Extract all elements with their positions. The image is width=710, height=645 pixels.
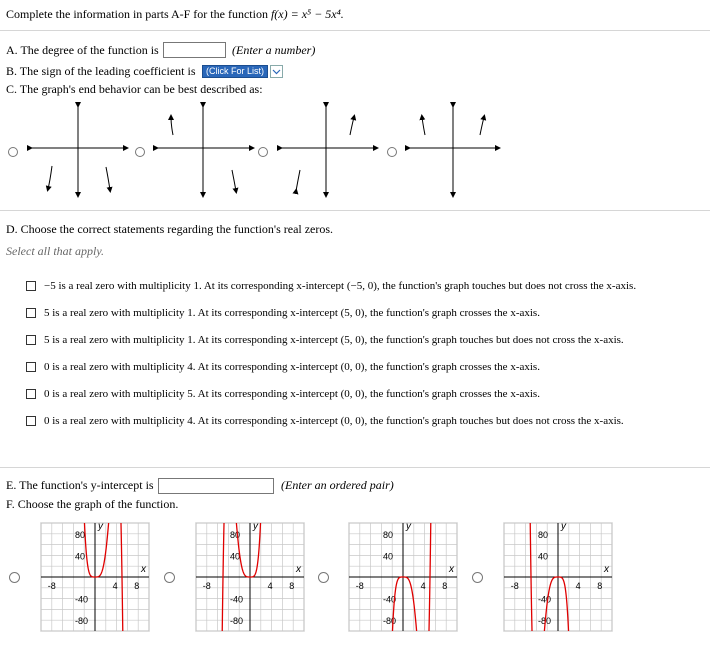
partD-instruction: Select all that apply. — [6, 244, 104, 258]
option-1-text: −5 is a real zero with multiplicity 1. At its corresponding x-intercept (−5, 0), the function's graph touches but does not cross the x-axis. — [44, 280, 637, 292]
y-tick-80: 80 — [538, 529, 549, 540]
partD-label: D. Choose the correct statements regarding the function's real zeros. — [6, 222, 334, 236]
checkbox-option-4[interactable] — [26, 362, 36, 372]
option-5-text: 0 is a real zero with multiplicity 5. At its corresponding x-intercept (0, 0), the function's graph crosses the x-axis. — [44, 388, 540, 400]
graph-option-4-radio[interactable] — [472, 572, 483, 583]
leading-coefficient-dropdown[interactable]: (Click For List) — [202, 65, 268, 78]
y-tick-neg40: -40 — [383, 594, 397, 605]
end-behavior-option-2[interactable] — [136, 105, 253, 195]
y-tick-80: 80 — [383, 529, 394, 540]
divider — [0, 467, 710, 468]
x-tick-4: 4 — [267, 581, 273, 591]
x-tick-8: 8 — [442, 581, 448, 591]
y-axis-label: y — [253, 521, 258, 532]
x-tick-8: 8 — [597, 581, 603, 591]
checkbox-option-6[interactable] — [26, 416, 36, 426]
y-tick-40: 40 — [383, 551, 394, 562]
y-tick-neg80: -80 — [538, 616, 552, 627]
y-tick-40: 40 — [230, 551, 241, 562]
graph-option-4[interactable] — [499, 518, 617, 636]
end-behavior-option-1[interactable] — [9, 105, 127, 195]
y-tick-40: 40 — [75, 551, 86, 562]
x-axis-label: x — [604, 564, 609, 575]
divider — [0, 30, 710, 31]
x-tick-neg8: -8 — [202, 581, 211, 591]
partE-hint: (Enter an ordered pair) — [281, 478, 394, 492]
end-behavior-options — [0, 95, 710, 205]
x-tick-4: 4 — [112, 581, 118, 591]
partE-label: E. The function's y-intercept is — [6, 478, 154, 492]
partF-label: F. Choose the graph of the function. — [6, 497, 179, 511]
x-tick-neg8: -8 — [355, 581, 364, 591]
degree-input[interactable] — [163, 42, 226, 58]
checkbox-option-1[interactable] — [26, 281, 36, 291]
graph-option-3-radio[interactable] — [318, 572, 329, 583]
x-tick-neg8: -8 — [510, 581, 519, 591]
function-expression: f(x) = x⁵ − 5x⁴. — [270, 7, 344, 21]
y-tick-neg40: -40 — [75, 594, 89, 605]
y-tick-80: 80 — [230, 529, 241, 540]
x-axis-label: x — [296, 564, 301, 575]
y-tick-neg80: -80 — [75, 616, 89, 627]
header-prefix: Complete the information in parts A-F for the function — [6, 7, 268, 21]
y-tick-40: 40 — [538, 551, 549, 562]
option-4-text: 0 is a real zero with multiplicity 4. At its corresponding x-intercept (0, 0), the function's graph crosses the x-axis. — [44, 361, 540, 373]
x-tick-4: 4 — [575, 581, 581, 591]
partA-label: A. The degree of the function is — [6, 43, 159, 57]
end-behavior-option-4[interactable] — [388, 105, 499, 195]
header-prompt — [6, 7, 344, 22]
option-2-text: 5 is a real zero with multiplicity 1. At its corresponding x-intercept (5, 0), the function's graph crosses the x-axis. — [44, 307, 540, 319]
graph-option-1[interactable] — [36, 518, 154, 636]
y-tick-neg80: -80 — [230, 616, 244, 627]
checkbox-option-5[interactable] — [26, 389, 36, 399]
graph-option-2[interactable] — [191, 518, 309, 636]
y-intercept-input[interactable] — [158, 478, 274, 494]
checkbox-option-3[interactable] — [26, 335, 36, 345]
partA-hint: (Enter a number) — [232, 43, 316, 57]
graph-option-1-radio[interactable] — [9, 572, 20, 583]
x-axis-label: x — [141, 564, 146, 575]
x-tick-8: 8 — [289, 581, 295, 591]
x-tick-8: 8 — [134, 581, 140, 591]
y-tick-neg40: -40 — [538, 594, 552, 605]
x-tick-4: 4 — [420, 581, 426, 591]
graph-option-2-radio[interactable] — [164, 572, 175, 583]
end-behavior-option-3[interactable] — [259, 105, 377, 195]
graph-option-3[interactable] — [344, 518, 462, 636]
y-axis-label: y — [98, 521, 103, 532]
partB-label: B. The sign of the leading coefficient is — [6, 64, 196, 78]
partC-label: C. The graph's end behavior can be best described as: — [6, 82, 263, 96]
y-tick-neg40: -40 — [230, 594, 244, 605]
checkbox-option-2[interactable] — [26, 308, 36, 318]
option-3-text: 5 is a real zero with multiplicity 1. At its corresponding x-intercept (5, 0), the function's graph touches but does not cross the x-axis. — [44, 334, 624, 346]
chevron-down-icon[interactable] — [270, 65, 283, 78]
y-tick-80: 80 — [75, 529, 86, 540]
y-axis-label: y — [406, 521, 411, 532]
y-tick-neg80: -80 — [383, 616, 397, 627]
y-axis-label: y — [561, 521, 566, 532]
option-6-text: 0 is a real zero with multiplicity 4. At its corresponding x-intercept (0, 0), the function's graph touches but does not cross the x-axis. — [44, 415, 624, 427]
x-tick-neg8: -8 — [47, 581, 56, 591]
x-axis-label: x — [449, 564, 454, 575]
divider — [0, 210, 710, 211]
